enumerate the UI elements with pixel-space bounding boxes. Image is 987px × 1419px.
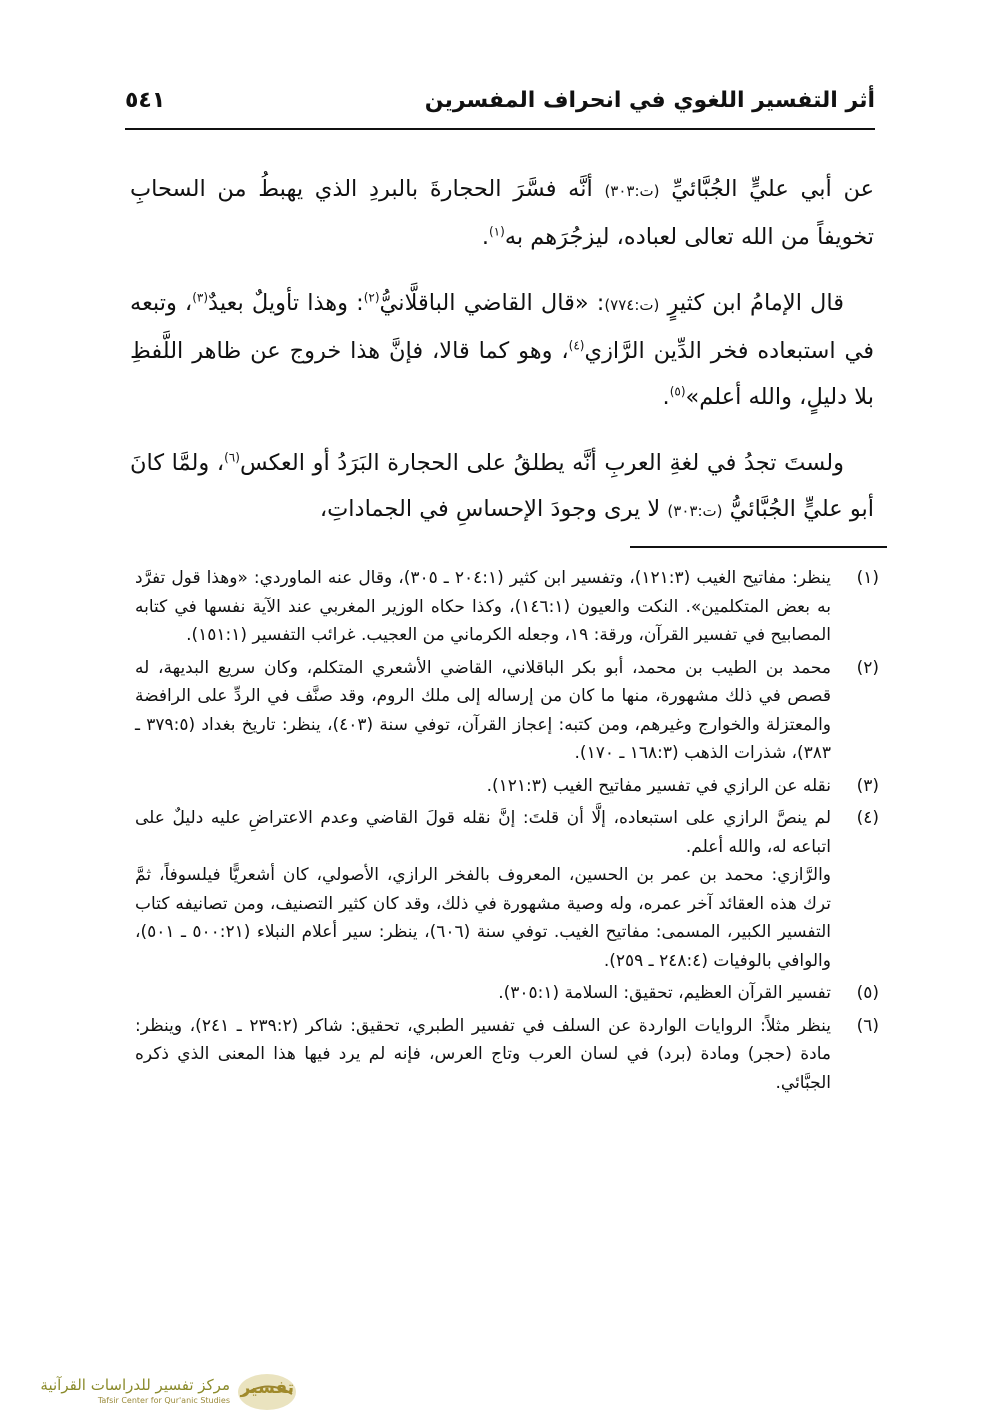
text-run: ، وتبعه في استبعاده فخر الدِّين الرَّازي bbox=[130, 290, 874, 364]
text-run: : وهذا تأويلٌ بعيدٌ bbox=[208, 290, 364, 316]
text-run: ، وهو كما قالا، فإنَّ هذا خروج عن ظاهر اللَّفظِ بلا دليلٍ، والله أعلم» bbox=[130, 338, 874, 410]
death-date: (ت:٧٧٤) bbox=[604, 296, 660, 314]
text-run: : «قال القاضي الباقلَّانيُّ bbox=[379, 290, 605, 316]
footnote-text: لم ينصَّ الرازي على استبعاده، إلَّا أن قلتَ: إنَّ نقله قولَ القاضي وعدم الاعتراضِ عليه دليلٌ على اتباعه له، والله أعلم. bbox=[135, 808, 831, 857]
text-run: . bbox=[662, 384, 670, 410]
paragraph-1 bbox=[130, 166, 874, 260]
footnote-number: (١) bbox=[856, 568, 879, 588]
logo-mark-icon bbox=[236, 1372, 298, 1412]
footnote-ref-2[interactable]: (٢) bbox=[363, 290, 380, 305]
text-run: لا يرى وجودَ الإحساسِ في الجماداتِ، bbox=[319, 496, 668, 522]
footnote-number: (٦) bbox=[856, 1015, 879, 1036]
footnote-divider bbox=[630, 546, 887, 548]
footnote-text: ينظر: مفاتيح الغيب (١٢١:٣)، وتفسير ابن كثير (٢٠٤:١ ـ ٣٠٥)، وقال عنه الماوردي: «وهذا قول تفرَّد به بعض المتكلمين». النكت والعيون (١٤٦:١)، وكذا حكاه الوزير المغربي عند الآية نفسها في كتابه المصابيح في تفسير القرآن، ورقة: ١٩، وجعله الكرماني من العجيب. غرائب التفسير (١٥١:١). bbox=[135, 568, 832, 645]
footnote bbox=[135, 804, 879, 975]
footnote-ref-6[interactable]: (٦) bbox=[224, 450, 240, 465]
footnote-number: (٥) bbox=[856, 983, 879, 1003]
footnote-ref-4[interactable]: (٤) bbox=[568, 338, 585, 353]
death-date: (ت:٣٠٣) bbox=[604, 182, 660, 200]
page-number: ٥٤١ bbox=[125, 88, 166, 113]
text-run: أنَّه فسَّرَ الحجارةَ بالبردِ الذي يهبطُ من السحابِ تخويفاً من الله تعالى لعباده، ليزجُرَهم به bbox=[130, 176, 874, 250]
paragraph-2 bbox=[130, 280, 874, 420]
footnote-text: محمد بن الطيب بن محمد، أبو بكر الباقلاني، القاضي الأشعري المتكلم، وكان سريع البديهة، له قصص في ذلك مشهورة، منها ما كان من إرساله إلى ملك الروم، وقد صنَّف في الردِّ على الرافضة والمعتزلة والخوارج وغيرهم، ومن كتبه: إعجاز القرآن، توفي سنة (٤٠٣)، ينظر: تاريخ بغداد (٣٧٩:٥ ـ ٣٨٣)، شذرات الذهب (١٦٨:٣ ـ ١٧٠). bbox=[135, 657, 832, 763]
logo-name: مركز تفسير للدراسات القرآنية bbox=[40, 1376, 230, 1394]
footnote-text: ينظر مثلاً: الروايات الواردة عن السلف في تفسير الطبري، تحقيق: شاكر (٢٣٩:٢ ـ ٢٤١)، وينظر: مادة (حجر) ومادة (برد) في لسان العرب وتاج العرس، فإنه لم يرد فيها هذا المعنى الذي ذكره الجبَّائي. bbox=[135, 1015, 831, 1093]
center-logo bbox=[8, 1372, 298, 1412]
footnote bbox=[135, 772, 879, 801]
footnote-ref-5[interactable]: (٥) bbox=[669, 384, 686, 399]
page-header bbox=[125, 88, 875, 130]
text-run: . bbox=[481, 224, 489, 250]
footnote-ref-3[interactable]: (٣) bbox=[192, 290, 209, 305]
footnote bbox=[135, 1012, 879, 1098]
text-run: قال الإمامُ ابن كثيرٍ bbox=[659, 290, 844, 316]
main-text bbox=[130, 166, 874, 554]
footnote-number: (٢) bbox=[856, 657, 879, 678]
footnote-text: تفسير القرآن العظيم، تحقيق: السلامة (٣٠٥:١). bbox=[498, 983, 831, 1003]
running-title: أثر التفسير اللغوي في انحراف المفسرين bbox=[424, 88, 875, 113]
footnote-text: نقله عن الرازي في تفسير مفاتيح الغيب (١٢١:٣). bbox=[486, 775, 831, 796]
paragraph-3 bbox=[130, 440, 874, 534]
footnote-text: والرَّازي: محمد بن عمر بن الحسين، المعروف بالفخر الرازي، الأصولي، كان أشعريًّا فيلسوفاً، ثمَّ ترك هذه العقائد آخر عمره، وله وصية مشهورة في ذلك، وقد كان كثير التصنيف، ومن تصانيفه كتاب التفسير الكبير، المسمى: مفاتيح الغيب. توفي سنة (٦٠٦)، ينظر: سير أعلام النبلاء (٥٠٠:٢١ ـ ٥٠١)، والوافي بالوفيات (٢٤٨:٤ ـ ٢٥٩). bbox=[135, 865, 831, 971]
footnote-number: (٤) bbox=[856, 808, 879, 828]
logo-word: تفسير bbox=[240, 1378, 294, 1398]
death-date: (ت:٣٠٣) bbox=[667, 502, 723, 520]
text-run: عن أبي عليٍّ الجُبَّائيِّ bbox=[659, 176, 874, 202]
logo-english: Tafsir Center for Qur'anic Studies bbox=[97, 1396, 230, 1405]
footnote bbox=[135, 654, 879, 768]
text-run: ولستَ تجدُ في لغةِ العربِ أنَّه يطلقُ على الحجارة البَرَدُ أو العكس bbox=[239, 450, 844, 476]
footnote-ref-1[interactable]: (١) bbox=[488, 224, 505, 239]
footnote bbox=[135, 979, 879, 1008]
footnote bbox=[135, 564, 879, 650]
footnote-number: (٣) bbox=[856, 775, 879, 796]
footnotes bbox=[135, 564, 879, 1101]
text-run: ، ولمَّا كانَ أبو عليٍّ الجُبَّائيُّ bbox=[130, 450, 874, 522]
